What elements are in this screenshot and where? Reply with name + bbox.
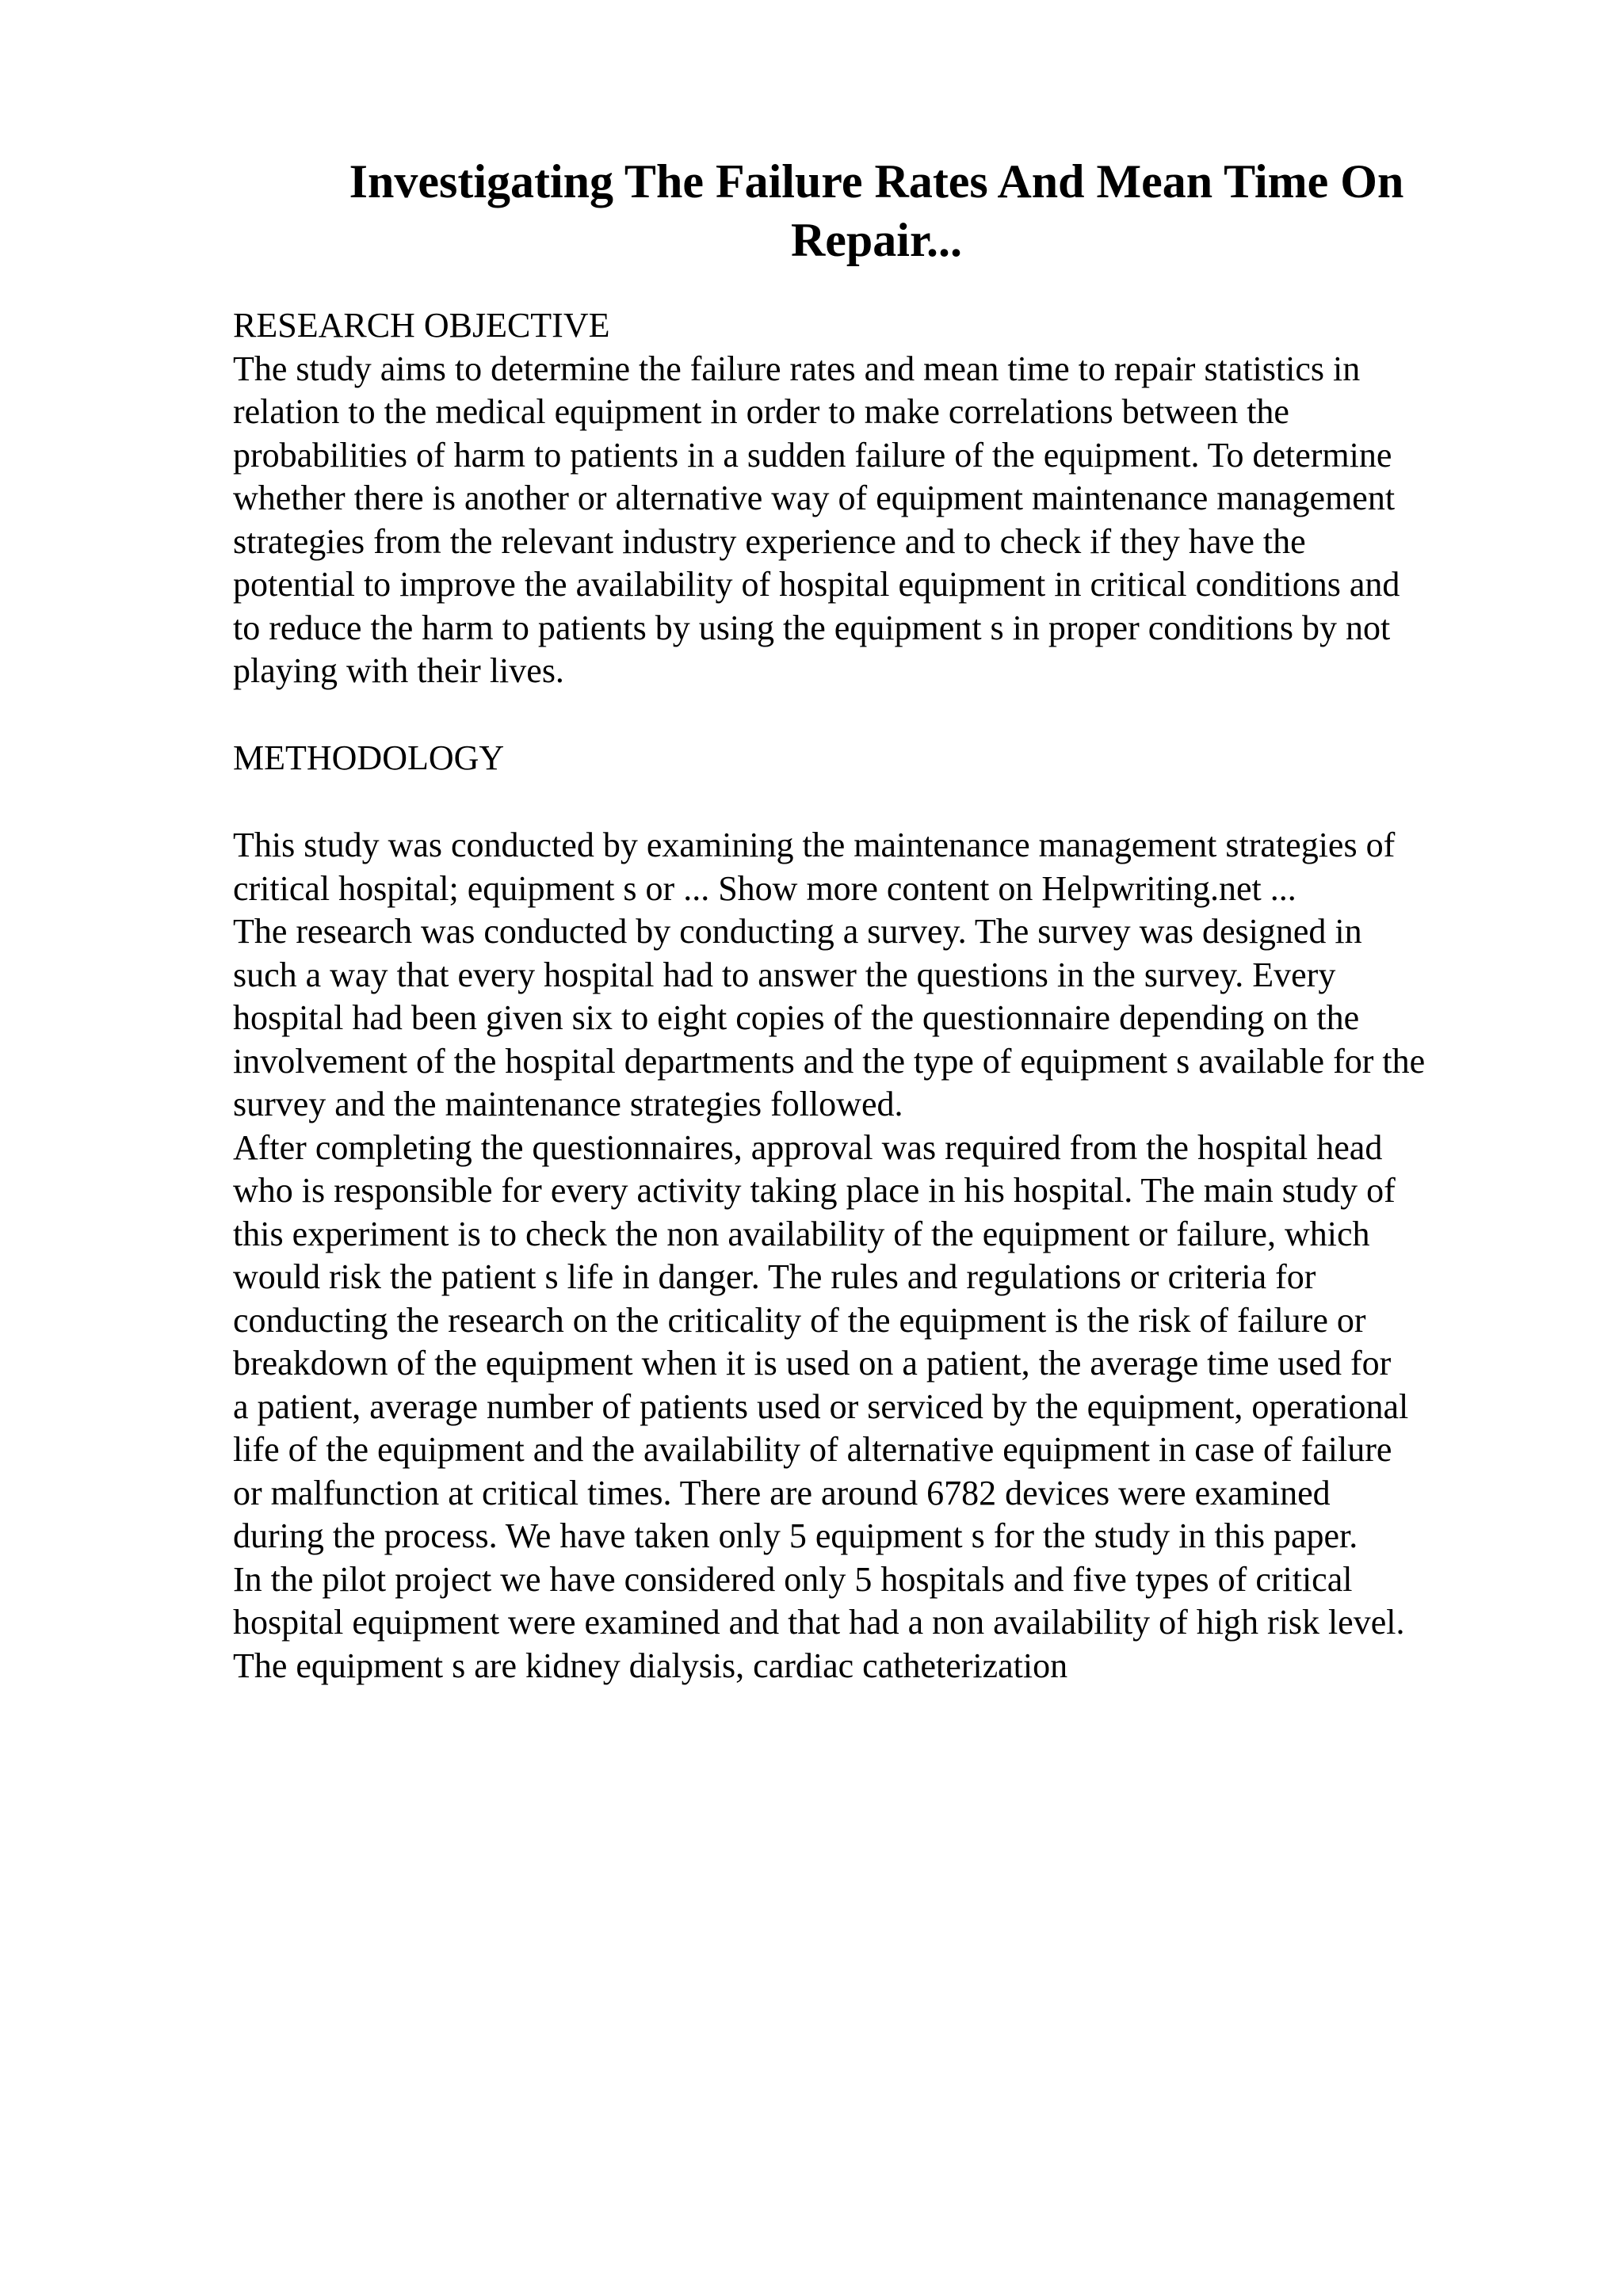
paragraph-line: playing with their lives. — [233, 651, 564, 690]
paragraph-line: would risk the patient s life in danger. The rules and regulations or criteria for — [233, 1257, 1316, 1296]
paragraph-line: conducting the research on the criticality of the equipment is the risk of failure or — [233, 1300, 1366, 1340]
paragraph-line: relation to the medical equipment in order to make correlations between the — [233, 392, 1289, 431]
paragraph-line: during the process. We have taken only 5 equipment s for the study in this paper. — [233, 1516, 1358, 1555]
paragraph-line: This study was conducted by examining the maintenance management strategies of — [233, 826, 1396, 864]
paragraph-line: survey and the maintenance strategies followed. — [233, 1085, 903, 1123]
paragraph-line: After completing the questionnaires, approval was required from the hospital head — [233, 1127, 1383, 1167]
paragraph-line: involvement of the hospital departments and the type of equipment s available for the — [233, 1041, 1426, 1081]
paragraph-line: potential to improve the availability of hospital equipment in critical conditions and — [233, 565, 1400, 604]
paragraph-line: strategies from the relevant industry experience and to check if they have the — [233, 521, 1306, 561]
paragraph-line: probabilities of harm to patients in a sudden failure of the equipment. To determine — [233, 435, 1392, 475]
paragraph-line: life of the equipment and the availability of alternative equipment in case of failure — [233, 1430, 1392, 1469]
methodology-heading-block — [233, 737, 1549, 780]
paragraph-line: this experiment is to check the non availability of the equipment or failure, which — [233, 1214, 1370, 1253]
paragraph-line: who is responsible for every activity taking place in his hospital. The main study of — [233, 1171, 1396, 1210]
paragraph-line: hospital had been given six to eight copies of the questionnaire depending on the — [233, 998, 1360, 1037]
paragraph-line: The study aims to determine the failure rates and mean time to repair statistics in — [233, 349, 1361, 388]
paragraph-line: a patient, average number of patients used or serviced by the equipment, operational — [233, 1386, 1409, 1426]
paragraph-line: whether there is another or alternative way of equipment maintenance management — [233, 479, 1396, 517]
paragraph-line: hospital equipment were examined and that had a non availability of high risk level. — [233, 1603, 1405, 1642]
methodology-section — [233, 824, 1549, 1688]
document-title — [233, 152, 1520, 269]
research-objective-heading: RESEARCH OBJECTIVE — [233, 306, 610, 345]
title-line: Repair... — [790, 214, 963, 266]
paragraph-line: breakdown of the equipment when it is used on a patient, the average time used for — [233, 1344, 1392, 1383]
paragraph-line: critical hospital; equipment s or ... Show more content on Helpwriting.net ... — [233, 868, 1296, 908]
research-objective-section — [233, 304, 1549, 693]
paragraph-line: The research was conducted by conducting a survey. The survey was designed in — [233, 912, 1362, 951]
methodology-heading: METHODOLOGY — [233, 738, 505, 777]
paragraph-line: The equipment s are kidney dialysis, cardiac catheterization — [233, 1646, 1068, 1685]
paragraph-line: or malfunction at critical times. There are around 6782 devices were examined — [233, 1473, 1331, 1512]
paragraph-line: to reduce the harm to patients by using the equipment s in proper conditions by not — [233, 608, 1391, 647]
paragraph-line: In the pilot project we have considered only 5 hospitals and five types of critical — [233, 1559, 1353, 1599]
paragraph-line: such a way that every hospital had to answer the questions in the survey. Every — [233, 955, 1336, 994]
title-line: Investigating The Failure Rates And Mean Time On — [349, 155, 1404, 208]
